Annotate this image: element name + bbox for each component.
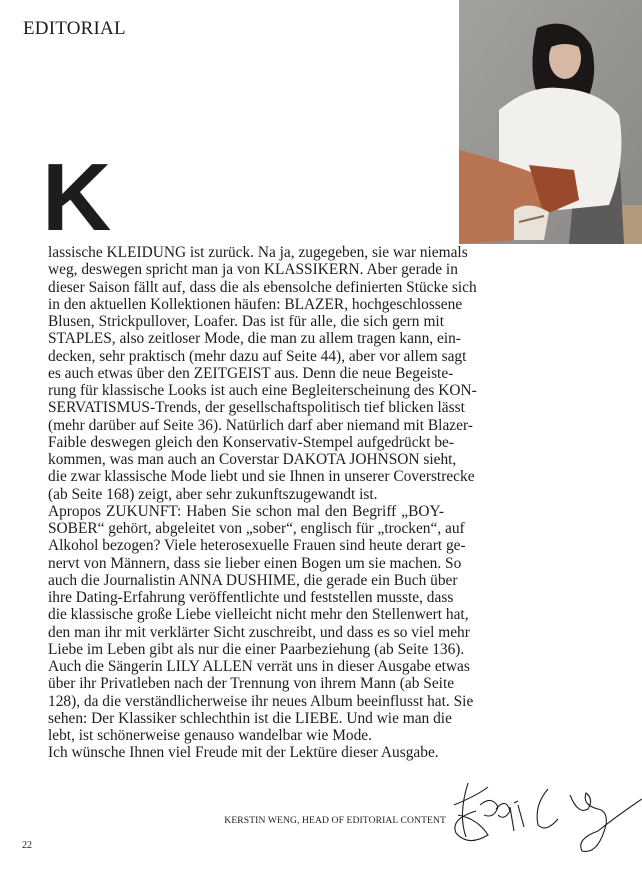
article-line: 128), da die verständlicherweise ihr neues Album beeinflusst hat. Sie [48, 692, 474, 710]
article-line: Apropos ZUKUNFT: Haben Sie schon mal den Begriff „BOY- [48, 502, 444, 520]
article-line: (ab Seite 168) zeigt, aber sehr zukunftszugewandt ist. [48, 485, 378, 503]
article-line: STAPLES, also zeitloser Mode, die man zu allem tragen kann, ein- [48, 330, 461, 348]
author-credit: KERSTIN WENG, HEAD OF EDITORIAL CONTENT [224, 815, 446, 826]
signature [448, 775, 642, 857]
article-line: sehen: Der Klassiker schlechthin ist die LIEBE. Und wie man die [48, 709, 452, 727]
article-line: die klassische große Liebe vielleicht nicht mehr den Stellenwert hat, [48, 606, 469, 624]
article-line: Auch die Sängerin LILY ALLEN verrät uns in dieser Ausgabe etwas [48, 658, 470, 675]
article-line: in den aktuellen Kollektionen häufen: BLAZER, hochgeschlossene [48, 295, 463, 313]
drop-cap: K [42, 144, 112, 251]
article-line: SERVATISMUS-Trends, der gesellschaftspolitisch tief blicken lässt [48, 399, 465, 417]
article-line: kommen, was man auch an Coverstar DAKOTA JOHNSON sieht, [48, 451, 457, 468]
article-line: lebt, ist schönerweise genauso wandelbar wie Mode. [48, 727, 372, 744]
author-photo [459, 0, 642, 244]
article-line: Alkohol bezogen? Viele heterosexuelle Frauen sind heute derart ge- [48, 537, 466, 555]
article-line: (mehr darüber auf Seite 36). Natürlich darf aber niemand mit Blazer- [48, 416, 473, 434]
article-line: Ich wünsche Ihnen viel Freude mit der Lektüre dieser Ausgabe. [48, 744, 439, 762]
article-line: die zwar klassische Mode liebt und sie Ihnen in unserer Coverstrecke [48, 468, 475, 486]
article-line: Blusen, Strickpullover, Loafer. Das ist für alle, die sich gern mit [48, 313, 444, 330]
article-line: SOBER“ gehört, abgeleitet von „sober“, englisch für „trocken“, auf [48, 520, 465, 537]
article-line: nervt von Männern, dass sie lieber einen Bogen um sie machen. So [48, 554, 462, 572]
section-title: EDITORIAL [23, 18, 126, 39]
article-line: auch die Journalistin ANNA DUSHIME, die gerade ein Buch über [48, 571, 458, 589]
article-line: dieser Saison fällt auf, dass die als ebensolche definierten Stücke sich [48, 278, 477, 296]
article-line: Liebe im Leben gibt als nur die einer Paarbeziehung (ab Seite 136). [48, 640, 465, 658]
article-line: decken, sehr praktisch (mehr dazu auf Seite 44), aber vor allem sagt [48, 347, 467, 365]
article-line: Faible deswegen gleich den Konservativ-Stempel aufgedrückt be- [48, 433, 455, 451]
article-line: weg, deswegen spricht man ja von KLASSIKERN. Aber gerade in [48, 261, 458, 279]
article-line: rung für klassische Looks ist auch eine Begleiterscheinung des KON- [48, 382, 477, 399]
article-body [48, 244, 477, 762]
article-line: über ihr Privatleben nach der Trennung von ihrem Mann (ab Seite [48, 675, 455, 693]
article-line: lassische KLEIDUNG ist zurück. Na ja, zugegeben, sie war niemals [48, 244, 468, 261]
article-line: es auch etwas über den ZEITGEIST aus. Denn die neue Begeiste- [48, 364, 454, 382]
page-number: 22 [22, 840, 32, 851]
article-line: ihre Dating-Erfahrung veröffentlichte und feststellen musste, dass [48, 589, 454, 606]
article-line: den man ihr mit verklärter Sicht zuschreibt, und dass es so viel mehr [48, 623, 470, 641]
